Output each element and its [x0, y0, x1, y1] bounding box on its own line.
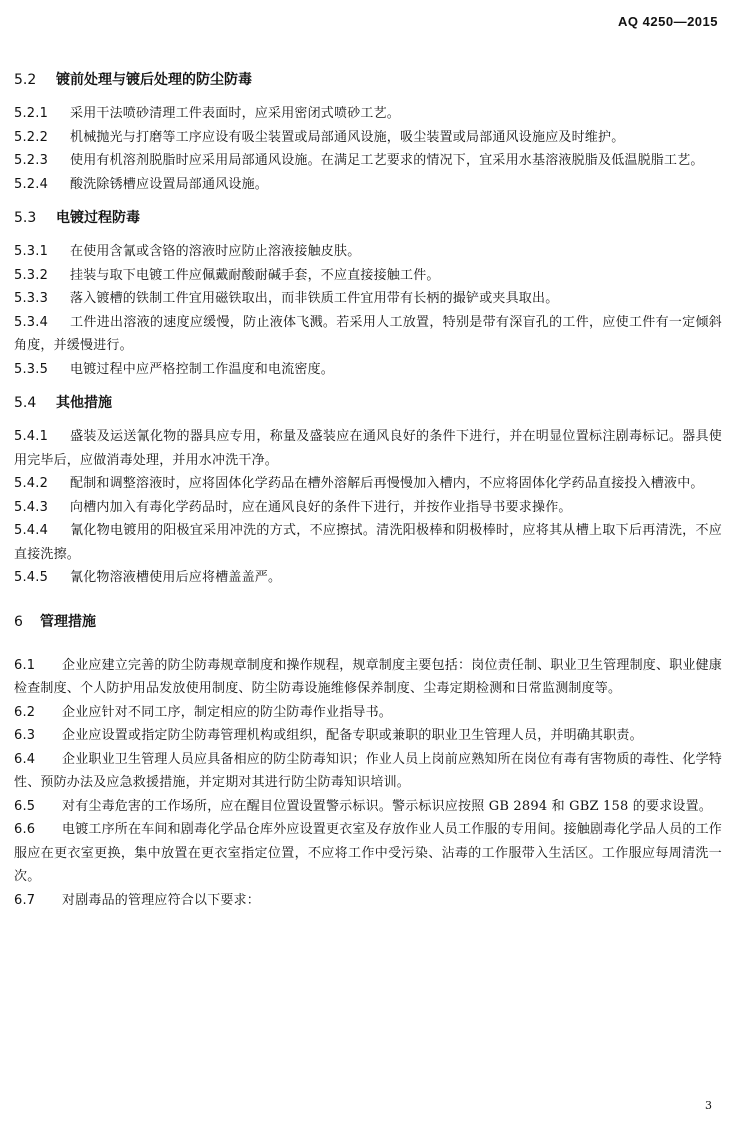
clause-number: 5.4.4 — [14, 523, 49, 538]
clause-5-3-1 — [14, 240, 722, 264]
clause-text: 对有尘毒危害的工作场所，应在醒目位置设置警示标识。警示标识应按照 GB 2894 和 GBZ 158 的要求设置。 — [62, 798, 713, 814]
document-body — [14, 62, 722, 922]
clause-number: 5.4.1 — [14, 429, 49, 444]
clause-number: 6.4 — [14, 751, 36, 767]
section-number: 5.3 — [14, 210, 37, 226]
section-5-2-clauses — [14, 102, 722, 196]
clause-text: 机械抛光与打磨等工序应设有吸尘装置或局部通风设施，吸尘装置或局部通风设施应及时维护。 — [70, 129, 625, 145]
clause-text: 电镀工序所在车间和剧毒化学品仓库外应设置更衣室及存放作业人员工作服的专用间。接触剧毒化学品人员的工作服应在更衣室更换，集中放置在更衣室指定位置，不应将工作中受污染、沾毒的工作服带入生活区。工作服应每周清洗一次。 — [14, 822, 723, 884]
clause-5-2-2 — [14, 126, 722, 150]
clause-text: 挂装与取下电镀工件应佩戴耐酸耐碱手套，不应直接接触工件。 — [70, 267, 440, 283]
clause-text: 企业应针对不同工序，制定相应的防尘防毒作业指导书。 — [62, 704, 393, 720]
section-5-4-clauses — [14, 425, 722, 590]
clause-number: 6.7 — [14, 892, 36, 908]
chapter-heading-6 — [14, 610, 722, 634]
clause-number: 6.6 — [14, 822, 36, 837]
clause-5-4-4 — [14, 519, 722, 566]
section-5-3-clauses — [14, 240, 722, 381]
clause-text: 向槽内加入有毒化学药品时，应在通风良好的条件下进行，并按作业指导书要求操作。 — [70, 499, 572, 515]
clause-number: 5.3.5 — [14, 361, 49, 377]
clause-text: 使用有机溶剂脱脂时应采用局部通风设施。在满足工艺要求的情况下，宜采用水基溶液脱脂及低温脱脂工艺。 — [70, 153, 704, 168]
clause-6-7 — [14, 889, 722, 913]
clause-5-3-3 — [14, 287, 722, 311]
clause-text: 氰化物电镀用的阳极宜采用冲洗的方式，不应擦拭。清洗阳极棒和阴极棒时，应将其从槽上取下后再清洗，不应直接洗擦。 — [14, 523, 722, 562]
clause-text: 企业应设置或指定防尘防毒管理机构或组织，配备专职或兼职的职业卫生管理人员，并明确其职责。 — [62, 728, 643, 743]
clause-6-5 — [14, 795, 722, 819]
clause-6-4 — [14, 748, 722, 795]
section-title: 电镀过程防毒 — [56, 210, 140, 226]
clause-number: 5.3.3 — [14, 291, 49, 306]
clause-text: 盛装及运送氰化物的器具应专用，称量及盛装应在通风良好的条件下进行，并在明显位置标注剧毒标记。器具使用完毕后，应做消毒处理，并用水冲洗干净。 — [14, 429, 722, 468]
clause-6-3 — [14, 724, 722, 748]
clause-text: 氰化物溶液槽使用后应将槽盖盖严。 — [70, 570, 282, 585]
clause-6-2 — [14, 701, 722, 725]
section-heading-5-2 — [14, 68, 722, 92]
chapter-6-clauses — [14, 654, 722, 913]
clause-5-2-3 — [14, 149, 722, 173]
clause-6-1 — [14, 654, 722, 701]
clause-text: 电镀过程中应严格控制工作温度和电流密度。 — [70, 361, 335, 377]
clause-text: 企业职业卫生管理人员应具备相应的防尘防毒知识；作业人员上岗前应熟知所在岗位有毒有害物质的毒性、化学特性、预防办法及应急救援措施，并定期对其进行防尘防毒知识培训。 — [14, 751, 723, 790]
section-number: 5.4 — [14, 395, 37, 411]
clause-number: 5.4.2 — [14, 476, 49, 491]
clause-5-2-1 — [14, 102, 722, 126]
clause-text: 落入镀槽的铁制工件宜用磁铁取出，而非铁质工件宜用带有长柄的撮铲或夹具取出。 — [70, 291, 559, 306]
clause-number: 5.3.2 — [14, 267, 49, 283]
clause-5-4-2 — [14, 472, 722, 496]
standard-code: AQ 4250—2015 — [618, 14, 718, 29]
section-heading-5-3 — [14, 206, 722, 230]
section-number: 5.2 — [14, 72, 37, 88]
page-number: 3 — [705, 1099, 712, 1112]
clause-number: 6.2 — [14, 704, 36, 720]
clause-number: 6.3 — [14, 728, 36, 743]
section-title: 其他措施 — [56, 395, 112, 411]
section-heading-5-4 — [14, 391, 722, 415]
clause-text: 酸洗除锈槽应设置局部通风设施。 — [70, 176, 269, 192]
chapter-number: 6 — [14, 613, 23, 630]
clause-5-4-1 — [14, 425, 722, 472]
clause-5-4-5 — [14, 566, 722, 590]
clause-text: 配制和调整溶液时，应将固体化学药品在槽外溶解后再慢慢加入槽内，不应将固体化学药品直接投入槽液中。 — [70, 476, 704, 491]
clause-5-2-4 — [14, 173, 722, 197]
clause-number: 5.2.4 — [14, 176, 49, 192]
clause-number: 6.1 — [14, 657, 36, 673]
clause-5-3-2 — [14, 264, 722, 288]
clause-5-4-3 — [14, 496, 722, 520]
chapter-title: 管理措施 — [40, 613, 96, 630]
clause-text: 在使用含氰或含铬的溶液时应防止溶液接触皮肤。 — [70, 244, 361, 259]
clause-text: 企业应建立完善的防尘防毒规章制度和操作规程，规章制度主要包括：岗位责任制、职业卫生管理制度、职业健康检查制度、个人防护用品发放使用制度、防尘防毒设施维修保养制度、尘毒定期检测和日常监测制度等。 — [14, 657, 723, 696]
clause-5-3-5 — [14, 358, 722, 382]
clause-number: 5.4.3 — [14, 499, 49, 515]
section-title: 镀前处理与镀后处理的防尘防毒 — [56, 72, 252, 88]
clause-text: 工件进出溶液的速度应缓慢，防止液体飞溅。若采用人工放置，特别是带有深盲孔的工件，应使工件有一定倾斜角度，并缓慢进行。 — [14, 314, 722, 353]
clause-number: 6.5 — [14, 798, 36, 814]
clause-number: 5.3.4 — [14, 314, 49, 330]
clause-number: 5.2.3 — [14, 153, 49, 168]
clause-text: 采用干法喷砂清理工件表面时，应采用密闭式喷砂工艺。 — [70, 106, 401, 121]
clause-text: 对剧毒品的管理应符合以下要求： — [62, 892, 261, 908]
clause-number: 5.3.1 — [14, 244, 49, 259]
clause-6-6 — [14, 818, 722, 889]
clause-number: 5.2.1 — [14, 106, 49, 121]
clause-number: 5.4.5 — [14, 570, 49, 585]
clause-number: 5.2.2 — [14, 129, 49, 145]
clause-5-3-4 — [14, 311, 722, 358]
